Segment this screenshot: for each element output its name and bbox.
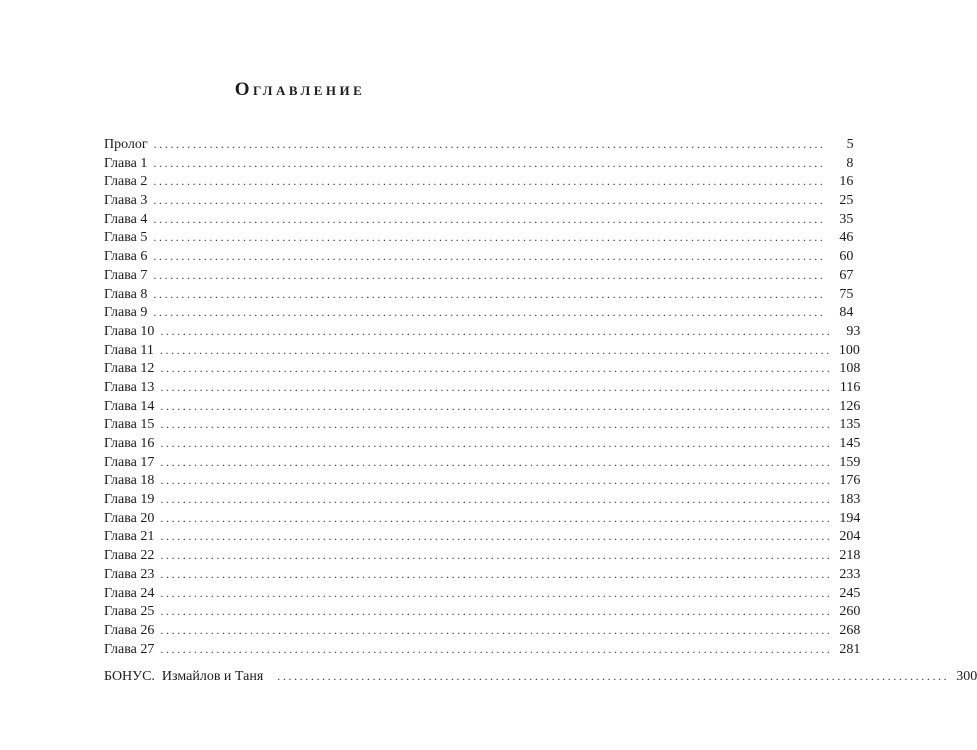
toc-entry[interactable] xyxy=(104,453,861,472)
bonus-entry[interactable] xyxy=(104,667,977,686)
toc-entry[interactable] xyxy=(104,490,861,509)
toc-entry-page: 176 xyxy=(839,473,861,489)
toc-entry[interactable] xyxy=(104,584,861,603)
toc-entry[interactable] xyxy=(104,397,861,416)
toc-entry-label: Пролог xyxy=(104,137,148,152)
toc-entry-page: 145 xyxy=(839,436,861,451)
toc-entry-label: Глава 13 xyxy=(104,379,155,395)
toc-entry-label: Глава 19 xyxy=(104,492,155,508)
dot-leader: ........................................................................................................................ xyxy=(160,379,833,394)
dot-leader: ........................................................................................................................ xyxy=(153,193,826,208)
toc-entry-page: 233 xyxy=(839,566,861,582)
toc-entry-page: 25 xyxy=(839,193,854,209)
dot-leader: ........................................................................................................................ xyxy=(160,361,833,376)
dot-leader: ........................................................................................................................ xyxy=(160,510,833,525)
toc-entry-page: 183 xyxy=(839,492,861,508)
toc-entry[interactable] xyxy=(104,322,861,341)
bonus-section xyxy=(104,667,977,686)
toc-entry[interactable] xyxy=(104,266,854,285)
toc-entry-label: Глава 24 xyxy=(104,585,155,601)
dot-leader: ........................................................................................................................ xyxy=(160,585,833,600)
toc-entry-page: 16 xyxy=(839,174,854,190)
toc-entry-label: Глава 23 xyxy=(104,566,155,582)
toc-entry-page: 245 xyxy=(839,585,861,601)
dot-leader: ........................................................................................................................ xyxy=(160,454,833,469)
toc-entry-label: Глава 10 xyxy=(104,323,155,339)
toc-entry[interactable] xyxy=(104,471,861,490)
toc-entry[interactable] xyxy=(104,509,861,528)
toc-entry-page: 67 xyxy=(839,267,854,283)
dot-leader: ........................................................................................................................ xyxy=(160,473,833,488)
toc-entry[interactable] xyxy=(104,303,854,322)
dot-leader: ........................................................................................................................ xyxy=(153,230,826,245)
dot-leader: ........................................................................................................................ xyxy=(159,342,832,357)
dot-leader: ........................................................................................................................ xyxy=(153,286,826,301)
toc-entry[interactable] xyxy=(104,285,854,304)
toc-entry-label: Глава 27 xyxy=(104,641,155,657)
dot-leader: ........................................................................................................................ xyxy=(153,137,826,151)
toc-entry-label: Глава 2 xyxy=(104,174,148,190)
toc-entry[interactable] xyxy=(104,565,861,584)
toc-entry-label: Глава 18 xyxy=(104,473,155,489)
toc-entry-page: 100 xyxy=(838,342,860,358)
toc-entry-label: Глава 4 xyxy=(104,211,148,227)
toc-entry-page: 8 xyxy=(846,155,854,171)
toc-entry[interactable] xyxy=(104,228,854,247)
toc-entry-page: 108 xyxy=(839,361,861,377)
dot-leader: ........................................................................................................................ xyxy=(160,604,833,619)
toc-entry-label: Глава 16 xyxy=(104,436,155,451)
toc-entry[interactable] xyxy=(104,434,861,453)
toc-entry-page: 126 xyxy=(839,398,861,414)
toc-entry-label: Глава 21 xyxy=(104,529,155,545)
toc-entry-page: 281 xyxy=(839,641,861,657)
toc-entry-page: 135 xyxy=(839,417,861,433)
dot-leader: ........................................................................................................................ xyxy=(160,398,833,413)
toc-entry-label: Глава 9 xyxy=(104,305,148,321)
bonus-entry-page: 300 xyxy=(956,669,977,684)
toc-entry[interactable] xyxy=(104,154,854,173)
toc-entry[interactable] xyxy=(104,378,861,397)
toc-entry[interactable] xyxy=(104,172,854,191)
toc-entry-page: 260 xyxy=(839,604,861,620)
toc-entry-page: 60 xyxy=(839,249,854,265)
toc-entry-page: 93 xyxy=(846,323,861,339)
page-title: Оглавление xyxy=(234,79,366,100)
dot-leader: ........................................................................................................................ xyxy=(160,566,833,581)
toc-entry[interactable] xyxy=(104,415,861,434)
toc-entry-page: 84 xyxy=(839,305,854,321)
dot-leader: ........................................................................................................................ xyxy=(160,323,833,338)
toc-list xyxy=(104,135,861,658)
toc-entry[interactable] xyxy=(104,247,854,266)
toc-entry[interactable] xyxy=(104,341,860,360)
dot-leader: ........................................................................................................................ xyxy=(160,529,833,544)
toc-entry[interactable] xyxy=(104,546,861,565)
toc-entry-label: Глава 12 xyxy=(104,361,155,377)
toc-entry[interactable] xyxy=(104,621,861,640)
toc-entry[interactable] xyxy=(104,527,861,546)
dot-leader: ........................................................................................................................ xyxy=(153,249,826,264)
toc-entry[interactable] xyxy=(104,602,861,621)
toc-entry[interactable] xyxy=(104,640,861,659)
toc-entry-label: Глава 3 xyxy=(104,193,148,209)
toc-entry-label: Глава 25 xyxy=(104,604,155,620)
dot-leader: ........................................................................................................................ xyxy=(277,669,950,683)
toc-entry-label: Глава 8 xyxy=(104,286,148,302)
dot-leader: ........................................................................................................................ xyxy=(153,267,826,282)
toc-entry[interactable] xyxy=(104,210,854,229)
toc-entry-page: 5 xyxy=(846,137,854,152)
dot-leader: ........................................................................................................................ xyxy=(153,211,826,226)
toc-entry-label: Глава 1 xyxy=(104,155,148,171)
toc-entry-label: Глава 15 xyxy=(104,417,155,433)
toc-entry-label: Глава 22 xyxy=(104,548,155,564)
dot-leader: ........................................................................................................................ xyxy=(160,492,833,507)
toc-entry-label: Глава 26 xyxy=(104,622,155,638)
toc-entry-page: 194 xyxy=(839,510,861,526)
toc-entry[interactable] xyxy=(104,359,861,378)
dot-leader: ........................................................................................................................ xyxy=(160,548,833,563)
toc-entry-label: Глава 11 xyxy=(104,342,154,358)
toc-entry-page: 159 xyxy=(839,454,861,470)
toc-entry[interactable] xyxy=(104,135,854,154)
dot-leader: ........................................................................................................................ xyxy=(153,305,826,320)
toc-entry-page: 75 xyxy=(839,286,854,302)
toc-entry-page: 116 xyxy=(839,379,861,395)
toc-entry-label: Глава 20 xyxy=(104,510,155,526)
toc-entry[interactable] xyxy=(104,191,854,210)
toc-entry-label: Глава 5 xyxy=(104,230,148,246)
dot-leader: ........................................................................................................................ xyxy=(160,622,833,637)
toc-entry-label: Глава 7 xyxy=(104,267,148,283)
toc-entry-label: Глава 14 xyxy=(104,398,155,414)
dot-leader: ........................................................................................................................ xyxy=(160,417,833,432)
toc-entry-page: 46 xyxy=(839,230,854,246)
bonus-entry-label: БОНУС. Измайлов и Таня xyxy=(104,669,264,684)
toc-entry-page: 268 xyxy=(839,622,861,638)
toc-entry-page: 35 xyxy=(839,211,854,227)
toc-entry-page: 218 xyxy=(839,548,861,564)
dot-leader: ........................................................................................................................ xyxy=(160,436,833,450)
dot-leader: ........................................................................................................................ xyxy=(153,155,826,170)
dot-leader: ........................................................................................................................ xyxy=(153,174,826,189)
toc-entry-page: 204 xyxy=(839,529,861,545)
toc-entry-label: Глава 6 xyxy=(104,249,148,265)
dot-leader: ........................................................................................................................ xyxy=(160,641,833,656)
toc-entry-label: Глава 17 xyxy=(104,454,155,470)
